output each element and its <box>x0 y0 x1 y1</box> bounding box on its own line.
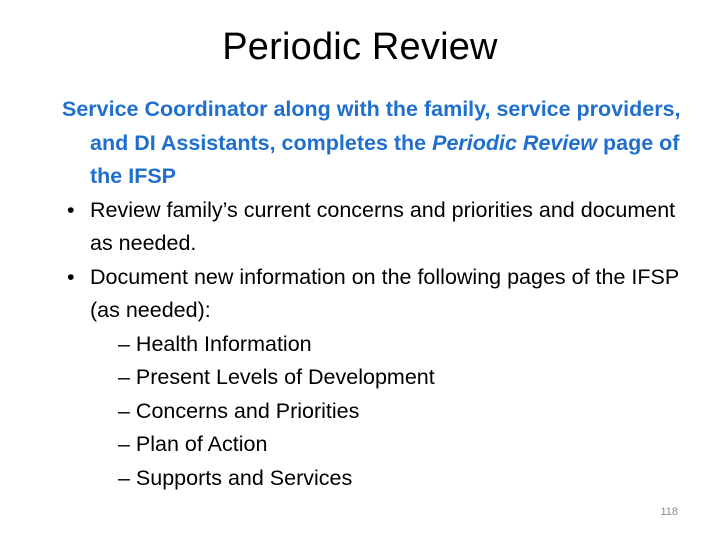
sub-item: – Supports and Services <box>118 465 353 490</box>
bullet-text: Review family’s current concerns and priorities and document as needed. <box>90 197 676 255</box>
intro-emphasis: Periodic Review <box>432 130 598 155</box>
page-number: 118 <box>660 506 678 518</box>
sub-item: – Present Levels of Development <box>118 365 435 389</box>
intro-text-after: page of the IFSP <box>90 130 680 188</box>
bullet-item <box>62 261 682 328</box>
bullet-item <box>62 194 682 261</box>
slide-body <box>62 93 682 495</box>
intro-paragraph <box>62 93 682 194</box>
bullet-dot-icon: • <box>67 197 75 222</box>
bullet-text: Document new information on the following pages of the IFSP (as needed): <box>90 264 679 322</box>
intro-text-before: Service Coordinator along with the family, service providers, and DI Assistants, completes the <box>62 97 681 155</box>
sub-item: – Concerns and Priorities <box>118 398 360 423</box>
sub-item: – Plan of Action <box>118 432 268 456</box>
bullet-dot-icon: • <box>67 264 75 289</box>
slide-title: Periodic Review <box>222 26 498 68</box>
sub-item: – Health Information <box>118 331 312 356</box>
